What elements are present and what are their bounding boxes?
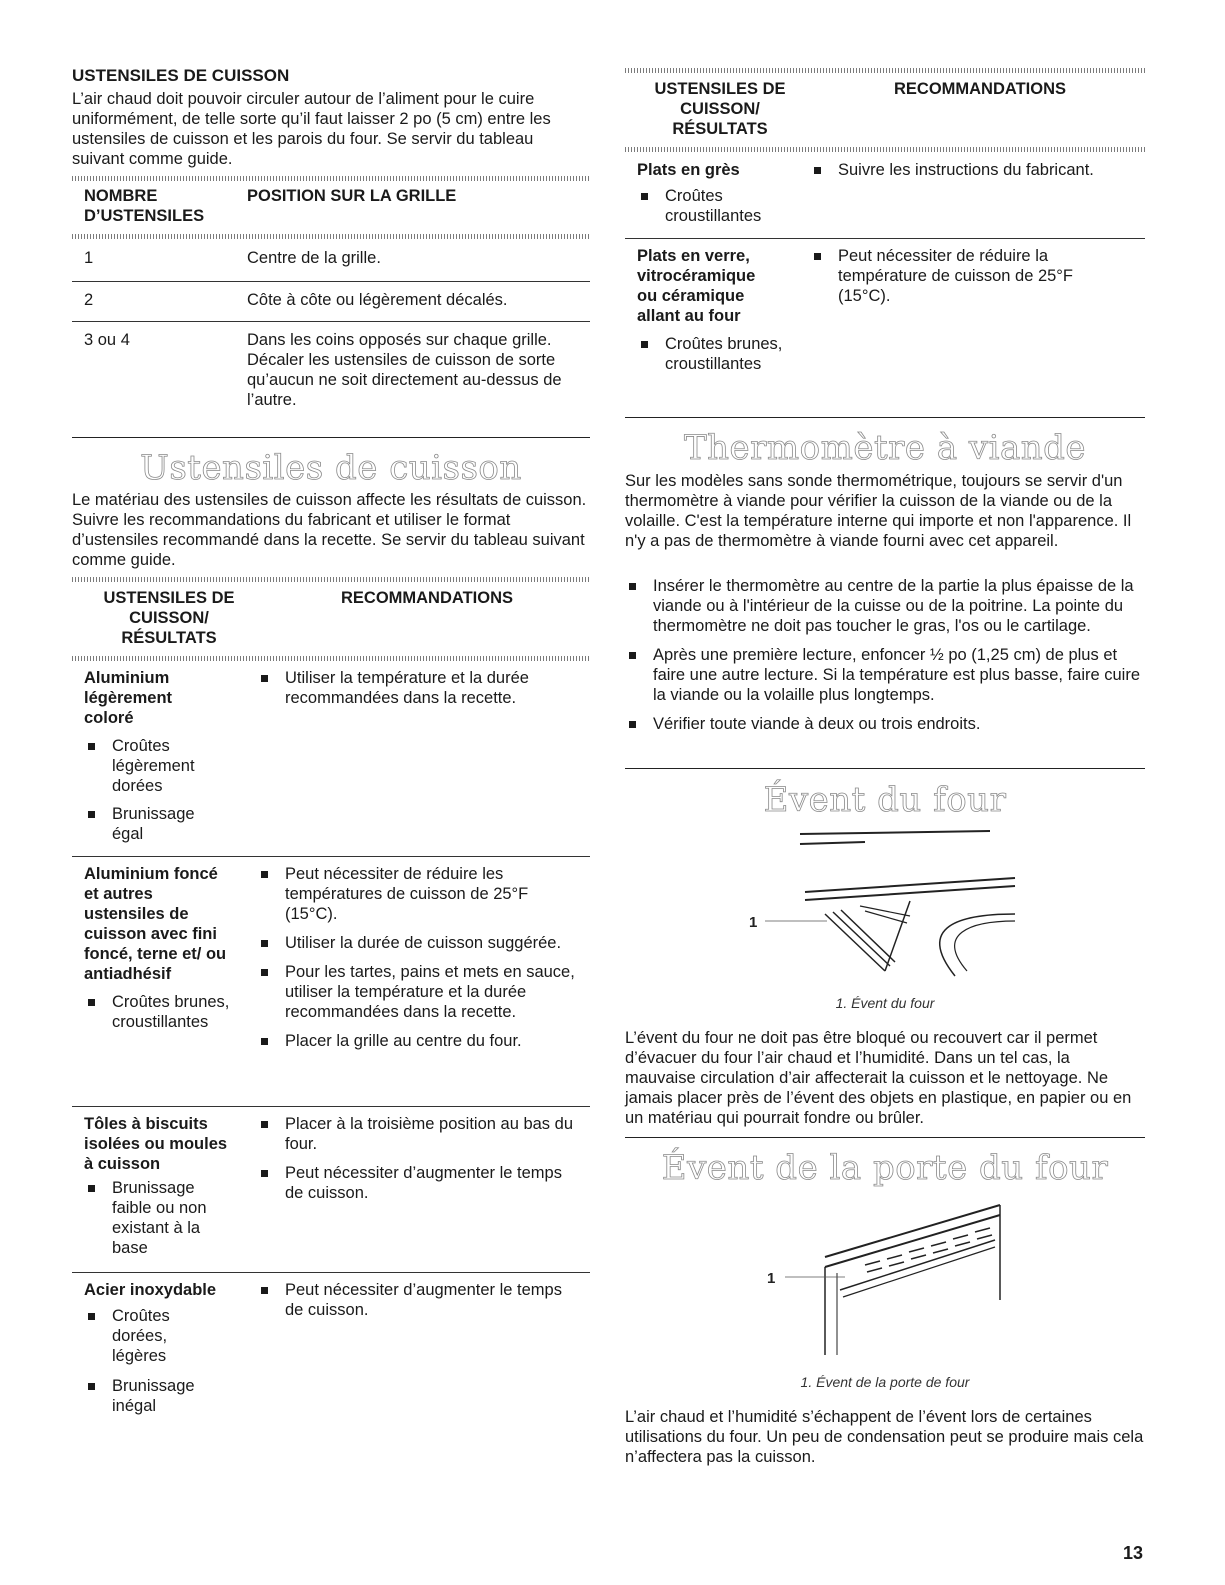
section-rule (625, 417, 1145, 418)
recommendation-item: Peut nécessiter d’augmenter le temps de cuisson. (257, 1280, 577, 1320)
bakeware-name: Aluminium légèrement coloré (84, 669, 173, 727)
row-divider (72, 321, 590, 322)
bullet-item: Après une première lecture, enfoncer ½ po (1,25 cm) de plus et faire une autre lecture. Si la température est plus basse, faire cuire la viande ou la volaille plus longtemps. (625, 645, 1145, 705)
recommendations-cell (810, 246, 1110, 306)
recommendation-item: Peut nécessiter de réduire les températures de cuisson de 25°F (15°C). (257, 864, 577, 924)
table-header-hatch (72, 656, 590, 661)
table-header-hatch (72, 234, 590, 239)
table-header-hatch (625, 147, 1145, 152)
recommendations-cell (810, 160, 1140, 180)
recommendation-item: Placer la grille au centre du four. (257, 1031, 577, 1051)
bullet-item: Vérifier toute viande à deux ou trois endroits. (625, 714, 1145, 734)
meat-thermometer-bullets (625, 576, 1145, 734)
table-header-bakeware: USTENSILES DE CUISSON/ RÉSULTATS (103, 589, 235, 647)
table-row-count: 3 ou 4 (84, 331, 130, 349)
bakeware-name: Tôles à biscuits isolées ou moules à cuisson (84, 1115, 228, 1173)
table-row-count: 2 (84, 291, 94, 309)
bakeware-row (84, 668, 244, 844)
row-divider (72, 1272, 590, 1273)
result-item: Croûtes croustillantes (637, 186, 790, 226)
result-item: Croûtes brunes, croustillantes (637, 334, 790, 374)
section-rule (625, 768, 1145, 769)
oven-vent-illustration (735, 826, 1035, 986)
bakeware-row (84, 1280, 244, 1416)
result-item: Brunissage inégal (84, 1376, 212, 1416)
table-header-recommendations: RECOMMANDATIONS (340, 589, 514, 607)
bullet-item: Insérer le thermomètre au centre de la partie la plus épaisse de la viande ou à l'intérieur de la cuisse ou de la poitrine. La pointe du thermomètre ne doit pas toucher le gras, l'os ou le cartilage. (625, 576, 1145, 636)
recommendation-item: Peut nécessiter d’augmenter le temps de cuisson. (257, 1163, 577, 1203)
row-divider (72, 1106, 590, 1107)
bakeware-name: Plats en verre, vitrocéramique ou céramique allant au four (637, 247, 756, 325)
recommendation-item: Peut nécessiter de réduire la température de cuisson de 25°F (15°C). (810, 246, 1110, 306)
meat-thermometer-title: Thermomètre à viande (683, 428, 1087, 468)
section-rule (72, 437, 590, 438)
result-item: Croûtes brunes, croustillantes (84, 992, 242, 1032)
vent-callout-1: 1 (749, 914, 758, 931)
page-number: 13 (1122, 1543, 1143, 1563)
result-item: Croûtes dorées, légères (84, 1306, 202, 1366)
bakeware-name: Plats en grès (637, 161, 740, 179)
bakeware-row (84, 864, 244, 1032)
table-header-count: NOMBRE D’USTENSILES (84, 187, 205, 225)
recommendation-item: Placer à la troisième position au bas du four. (257, 1114, 577, 1154)
oven-door-vent-illustration (755, 1195, 1015, 1365)
row-divider (72, 281, 590, 282)
row-divider (625, 238, 1145, 239)
table-header-position: POSITION SUR LA GRILLE (247, 187, 457, 205)
bakeware-name: Aluminium foncé et autres ustensiles de cuisson avec fini foncé, terne et/ ou antiadhésif (84, 865, 227, 983)
meat-thermometer-intro: Sur les modèles sans sonde thermométrique, toujours se servir d'un thermomètre à viande pour vérifier la cuisson de la viande ou de la volaille. C'est la température interne qui importe et non l'apparence. Il n'y a pas de thermomètre à viande fourni avec cet appareil. (625, 472, 1132, 550)
bakeware-intro: Le matériau des ustensiles de cuisson affecte les résultats de cuisson. Suivre les recommandations du fabricant et utiliser le format d’ustensiles recommandé dans la recette. Se servir du tableau suivant comme guide. (72, 491, 587, 569)
recommendation-item: Pour les tartes, pains et mets en sauce, utiliser la température et la durée recommandées dans la recette. (257, 962, 577, 1022)
result-item: Croûtes légèrement dorées (84, 736, 212, 796)
oven-vent-caption: 1. Évent du four (835, 995, 935, 1011)
table-row-position: Côte à côte ou légèrement décalés. (247, 291, 508, 309)
table-header-recommendations: RECOMMANDATIONS (893, 80, 1067, 98)
oven-door-vent-text: L’air chaud et l’humidité s’échappent de l’évent lors de certaines utilisations du four. Un peu de condensation peut se produire mais cela n’affectera pas la cuisson. (625, 1408, 1144, 1466)
table-top-hatch (72, 176, 590, 181)
result-item: Brunissage égal (84, 804, 212, 844)
door-vent-callout-1: 1 (767, 1270, 776, 1287)
section-rule (625, 1137, 1145, 1138)
oven-door-vent-caption: 1. Évent de la porte de four (800, 1374, 970, 1390)
recommendations-cell (257, 864, 577, 1051)
oven-door-vent-title: Évent de la porte du four (661, 1148, 1109, 1188)
oven-vent-text: L’évent du four ne doit pas être bloqué ou recouvert car il permet d’évacuer du four l’air chaud et l’humidité. Dans un tel cas, la mauvaise circulation d’air affecterait la cuisson et le nettoyage. Ne jamais placer près de l’évent des objets en plastique, en papier ou en un matériau qui pourrait fondre ou brûler. (625, 1029, 1132, 1127)
cookware-heading: USTENSILES DE CUISSON (72, 66, 290, 85)
table-top-hatch (72, 577, 590, 582)
table-row-position: Dans les coins opposés sur chaque grille. Décaler les ustensiles de cuisson de sorte qu’aucun ne soit directement au-dessus de l’autre. (247, 331, 562, 409)
row-divider (72, 856, 590, 857)
recommendations-cell (257, 1280, 577, 1320)
recommendation-item: Utiliser la température et la durée recommandées dans la recette. (257, 668, 577, 708)
recommendations-cell (257, 1114, 577, 1203)
bakeware-title: Ustensiles de cuisson (140, 448, 522, 488)
oven-vent-title: Évent du four (763, 780, 1007, 820)
table-row-count: 1 (84, 249, 94, 267)
cookware-intro: L’air chaud doit pouvoir circuler autour de l’aliment pour le cuire uniformément, de telle sorte qu’il faut laisser 2 po (5 cm) entre les ustensiles de cuisson et les parois du four. Se servir du tableau suivant comme guide. (72, 90, 551, 168)
table-header-bakeware: USTENSILES DE CUISSON/ RÉSULTATS (654, 80, 786, 138)
bakeware-name: Acier inoxydable (84, 1281, 217, 1299)
result-item: Brunissage faible ou non existant à la base (84, 1178, 222, 1258)
bakeware-row (84, 1114, 244, 1258)
recommendations-cell (257, 668, 577, 708)
recommendation-item: Utiliser la durée de cuisson suggérée. (257, 933, 577, 953)
table-top-hatch (625, 68, 1145, 73)
bakeware-row (637, 246, 807, 374)
bakeware-row (637, 160, 807, 226)
table-row-position: Centre de la grille. (247, 249, 381, 267)
recommendation-item: Suivre les instructions du fabricant. (810, 160, 1140, 180)
